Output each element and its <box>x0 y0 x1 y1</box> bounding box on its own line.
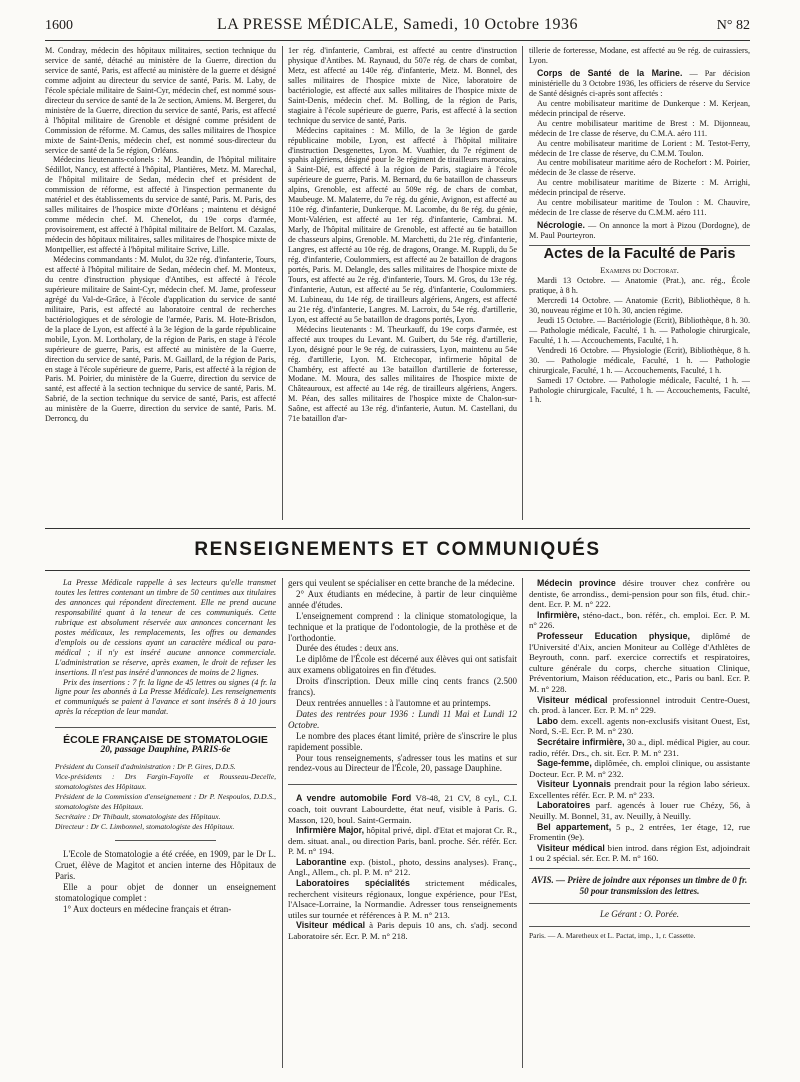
paragraph: Droits d'inscription. Deux mille cinq cents francs (2.500 francs). <box>288 676 517 698</box>
classified-ad: Visiteur médical bien introd. dans région Est, adjoindrait 1 ou 2 spécial. sér. Ecr. P. M. n° 160. <box>529 842 750 864</box>
exam-item: Samedi 17 Octobre. — Pathologie médicale, Faculté, 1 h. — Pathologie chirurgicale, Faculté, 1 h. — Accouchements, Faculté, 1 h. <box>529 375 750 405</box>
bottom-column-3 <box>529 578 750 1068</box>
paragraph: 2° Aux étudiants en médecine, à partir de leur cinquième année d'études. <box>288 588 517 610</box>
column-divider <box>282 578 283 1068</box>
bottom-column-2 <box>288 578 517 1068</box>
paragraph: Le nombre des places étant limité, prière de s'inscrire le plus rapidement possible. <box>288 730 517 752</box>
section-rule <box>45 570 750 571</box>
classified-ad: Visiteur Lyonnais prendrait pour la région labo sérieux. Excellentes référ. Ecr. P. M. n° 233. <box>529 779 750 800</box>
classified-ad: Laborantine exp. (bistol., photo, dessins analyses). Franç., Angl., Allem., ch. pl. P. M. n° 212. <box>288 856 517 878</box>
classified-ad: Secrétaire infirmière, 30 a., dipl. médical Pigier, au cour. radio, référ. Drs., ch. sit. Ecr. P. M. n° 231. <box>529 736 750 758</box>
paragraph: Durée des études : deux ans. <box>296 643 399 654</box>
column-divider <box>282 46 283 520</box>
paragraph: Le diplôme de l'École est décerné aux élèves qui ont satisfait aux examens obligatoires en fin d'études. <box>288 654 517 676</box>
classified-ad: Laboratoires parf. agencés à louer rue Chézy, 56, à Neuilly. M. Bonnel, 31, av. Neuilly, à Neuilly. <box>529 800 750 822</box>
gerant-line: Le Gérant : O. Porée. <box>600 909 679 920</box>
classified-ad: Bel appartement, 5 p., 2 entrées, 1er étage, 12, rue Fromentin (9e). <box>529 821 750 843</box>
ecole-address: 20, passage Dauphine, PARIS-6e <box>100 745 231 756</box>
classified-ad: Infirmière Major, hôpital privé, dipl. d'Etat et majorat Cr. R., dem. situat. anal., ou direction Paris, banl. proche. Sér. référ. Ecr. P. M. n° 194. <box>288 825 517 857</box>
paragraph: Médecins commandants : M. Mulot, du 32e rég. d'infanterie, Tours, est affecté à l'hôpital militaire de Sedan, médecin chef. M. Monteux, du centre d'instruction physique d'Antibes, est affecté à l'école supérieure militaire de Saint-Cyr, médecin chef. M. Jame, professeur agrégé du Val-de-Grâce, à l'école d'application du service de santé militaire, Paris, est affecté au laboratoire central de recherches bactériologiques et de sérologie de l'armée, Paris. M. Hote-Brisdon, de la place de Lyon, est affecté à la 3e légion de la garde républicaine mobile, Lyon. M. Lortholary, de la région de Paris, en stage à l'école supérieure de guerre, Paris, est affecté au ministère de la Guerre, direction du service de santé, Paris. M. Gaillard, de la région de Paris, en stage à l'école supérieure de guerre, Paris, est affecté à la région de Paris. M. Poirier, du ministère de la Guerre, direction du service de santé, est affecté à la section technique du service de santé, Paris. M. Sabrié, de la section technique du service de santé, Paris, est affecté au ministère de la Guerre, direction du service de santé, Paris. M. Derroncq, du <box>45 255 276 424</box>
classified-ad: Sage-femme, diplômée, ch. emploi clinique, ou assistante Docteur. Ecr. P. M. n° 232. <box>529 758 750 779</box>
classified-ad: Médecin province désire trouver chez confrère ou dentiste, 6e arrondiss., demi-pension pour son fils, étud. chir.-dent. Ecr. P. M. n° 222. <box>529 578 750 610</box>
page-header <box>45 14 750 38</box>
paragraph: Médecins capitaines : M. Millo, de la 3e légion de garde républicaine mobile, Lyon, est affecté à l'hôpital militaire d'instruction Desgenettes, Lyon. M. Vuathier, du 7e régiment de spahis algériens, désigné pour le 3e régiment de tirailleurs marocains, à Saint-Dié, est affecté à la région de Paris, stagiaire à l'école supérieure de guerre, Paris. M. Bernard, du 6e bataillon de chasseurs alpins, Grenoble, est affecté au 509e rég. de chars de combat, Maubeuge. M. Malaterre, du 7e rég. du génie, Avignon, est affecté au 110e rég. d'infanterie, Dunkerque. M. Lacombe, du 8e rég. du génie, Mont-Valérien, est affecté au 1er rég. d'infanterie, Cambrai. M. Marly, de l'hôpital militaire de Grenoble, est affecté au 6e bataillon de chasseurs alpins, Grenoble. M. Marchetti, du 21e rég. d'infanterie, Langres, est affecté au 10e rég. de dragons, Orange. M. Ruppli, du 5e rég. d'infanterie, Coulommiers, est affecté au 2e bataillon de dragons portés, Paris. M. Delangle, des salles militaires de l'hospice mixte de Tours, est affecté au 2e rég. d'infanterie, Tours. M. Gros, du 13e rég. d'infanterie, Autun, est affecté au 5e rég. d'infanterie, Coulommiers. M. Lubineau, du 14e rég. de tirailleurs algériens, Angers, est affecté au 21e rég. d'infanterie, Langres. M. Lacroix, du 54e rég. d'artillerie, Lyon, est affecté au 5e bataillon de dragons portés, Lyon. <box>288 125 517 324</box>
staff-line: Secrétaire : Dr Thibault, stomatologiste des Hôpitaux. <box>55 812 221 822</box>
marine-heading: Corps de Santé de la Marine. <box>537 67 683 78</box>
classified-ad: Infirmière, sténo-dact., bon. référ., ch. emploi. Ecr. P. M. n° 226. <box>529 609 750 631</box>
paragraph: Pour tous renseignements, s'adresser tous les matins et sur rendez-vous au Directeur de l'École, 20, passage Dauphine. <box>288 752 517 774</box>
necrologie-text: — On annonce la mort à Pizou (Dordogne), de M. Paul Pourteyron. <box>529 221 750 241</box>
top-column-2 <box>288 46 517 521</box>
staff-line: Directeur : Dr C. Limbonnel, stomatologiste des Hôpitaux. <box>55 821 235 831</box>
paragraph: gers qui veulent se spécialiser en cette branche de la médecine. <box>288 578 515 588</box>
paragraph: Dates des rentrées pour 1936 : Lundi 11 Mai et Lundi 12 Octobre. <box>288 708 517 730</box>
paragraph: Médecins lieutenants-colonels : M. Jeandin, de l'hôpital militaire Sédillot, Nancy, est affecté à l'hôpital, Plantières, Metz. M. Marechal, de l'hôpital militaire de Sedan, médecin chef et président de commission de réforme, est affecté à l'inspection permanente du matériel et des établissements du service de santé, Paris. M. Paris, des salles militaires de l'hospice mixte d'Orléans ; maintenu et désigné comme médecin chef. M. Chenelot, du 19e corps d'armée, provisoirement, est affecté à l'hôpital militaire de Belfort. M. Cazalas, médecin des hôpitaux militaires, salles militaires de l'hospice mixte de Montpellier, est affecté à l'hôpital militaire Scrive, Lille. <box>45 155 276 255</box>
divider <box>529 903 750 904</box>
exam-item: Mardi 13 Octobre. — Anatomie (Prat.), anc. rég., École pratique, à 8 h. <box>529 276 750 295</box>
column-divider <box>522 578 523 1068</box>
divider <box>288 784 517 785</box>
marine-text: — Par décision ministérielle du 3 Octobre 1936, les officiers de réserve du Service de Santé désignés ci-après sont affectés : <box>529 68 750 98</box>
classified-ad: Visiteur médical à Paris depuis 10 ans, ch. s'adj. second Laboratoire sér. Ecr. P. M. n° 218. <box>288 920 517 942</box>
classified-ad: Professeur Education physique, diplômé de l'Université d'Aix, ancien Moniteur au Collège d'Athlètes de Beyrouth, conn. parf. exercice correctifs et respiratoires, culture générale du corps, cherche situation Clinique, Préventorium, Maison rééducation, etc., Paris ou banl. Ecr. P. M. n° 228. <box>529 630 750 694</box>
header-rule <box>45 40 750 41</box>
divider <box>529 868 750 869</box>
exam-item: Mercredi 14 Octobre. — Anatomie (Ecrit), Bibliothèque, 8 h. 30, nouveau régime et 10 h. 30, ancien régime. <box>529 295 750 315</box>
column-divider <box>522 46 523 520</box>
marine-item: Au centre mobilisateur maritime de Bizerte : M. Arrighi, médecin principal de réserve. <box>529 178 750 198</box>
paragraph: 1° Aux docteurs en médecine français et étran- <box>63 903 232 914</box>
staff-line: Président du Conseil d'administration : Dr P. Gires, D.D.S. <box>55 762 236 772</box>
paragraph: Elle a pour objet de donner un enseignement stomatologique complet : <box>55 881 276 903</box>
exam-item: Vendredi 16 Octobre. — Physiologie (Ecrit), Bibliothèque, 8 h. 30. — Pathologie médicale, Faculté, 1 h. — Pathologie chirurgicale, Faculté, 1 h. — Accouchements, Faculté, 1 h. <box>529 345 750 375</box>
marine-item: Au centre mobilisateur maritime de Lorient : M. Testot-Ferry, médecin de 1re classe de réserve, du C.M.M. Toulon. <box>529 138 750 158</box>
marine-item: Au centre mobilisateur maritime de Dunkerque : M. Kerjean, médecin principal de réserve. <box>529 98 750 118</box>
paragraph: tillerie de forteresse, Modane, est affecté au 9e rég. de cuirassiers, Lyon. <box>529 46 750 65</box>
exam-heading: Examens du Doctorat. <box>600 266 679 276</box>
divider <box>115 840 216 841</box>
paragraph: L'enseignement comprend : la clinique stomatologique, la technique et la pratique de l'odontologie, de la prothèse et de l'orthodontie. <box>288 610 517 643</box>
paragraph: Médecins lieutenants : M. Theurkauff, du 19e corps d'armée, est affecté aux troupes du Levant. M. Guibert, du 54e rég. d'artillerie, Lyon, désigné pour le 9e rég. de cuirassiers, Lyon, maintenu au 54e rég. d'artillerie, Lyon. M. Etchecopar, infirmerie hôpital de Chambéry, est affecté au 13e bataillon d'artillerie de forteresse, Modane. M. Moura, des salles militaires de l'hospice mixte de Châteauroux, est affecté au 14e rég. de tirailleurs algériens, Angers. M. Péan, des salles militaires de l'hospice mixte de Chalon-sur-Saône, est affecté au 13e rég. d'infanterie, Autun. M. Castellani, du 71e bataillon d'ar- <box>288 324 517 424</box>
classified-ad: Laboratoires spécialités strictement médicales, recherchent visiteurs régionaux, longue expérience, pour l'Est, l'Alsace-Lorraine, la Normandie. Adresser tous renseignements utiles sur tournée et références à P. M. n° 213. <box>288 878 517 920</box>
page-number: 1600 <box>45 18 73 33</box>
divider <box>529 926 750 927</box>
necrologie-heading: Nécrologie. <box>537 220 585 231</box>
printer-line: Paris. — A. Maretheux et L. Pactat, imp., 1, r. Cassette. <box>529 930 696 940</box>
marine-item: Au centre mobilisateur maritime de Toulon : M. Chauvire, médecin de 1re classe de réserve du C.M.M. aéro 111. <box>529 198 750 218</box>
ecole-title: ÉCOLE FRANÇAISE DE STOMATOLOGIE <box>63 734 268 747</box>
top-column-3 <box>529 46 750 521</box>
avis-notice: AVIS. — Prière de joindre aux réponses un timbre de 0 fr. 50 pour transmission des lettres. <box>531 875 748 897</box>
marine-item: Au centre mobilisateur maritime de Brest : M. Dijonneau, médecin de 1re classe de réserve, du C.M.A. aéro 111. <box>529 118 750 138</box>
section-title: RENSEIGNEMENTS ET COMMUNIQUÉS <box>194 539 601 560</box>
actes-heading: Actes de la Faculté de Paris <box>543 246 736 263</box>
classified-ad: Visiteur médical professionnel introduit Centre-Ouest, ch. prod. à lancer. Ecr. P. M. n° 229. <box>529 694 750 716</box>
top-column-1 <box>45 46 276 521</box>
paragraph: M. Condray, médecin des hôpitaux militaires, section technique du service de santé, détaché au ministère de la Guerre, direction du service de santé, Paris, est affecté au ministère de la guerre et désigné comme adjoint au directeur du service de santé, Paris. M. Laby, de l'école spéciale militaire de Saint-Cyr, médecin chef, est nommé sous-directeur du service de santé de la 2e section, Amiens. M. Bergeret, du ministère de la Guerre, direction du service de santé, Paris, est affecté à l'hôpital militaire de Grenoble et désigné comme président de Commission de réforme. M. Camus, des salles militaires de l'hospice mixte de Saint-Denis, médecin chef, est nommé sous-directeur du service de santé de la 5e région, Orléans. <box>45 46 276 155</box>
paragraph: Deux rentrées annuelles : à l'automne et au printemps. <box>296 697 491 708</box>
bottom-column-1 <box>55 578 276 1068</box>
journal-title: LA PRESSE MÉDICALE, Samedi, 10 Octobre 1936 <box>216 16 579 33</box>
marine-item: Au centre mobilisateur maritime aéro de Rochefort : M. Poirier, médecin de 3e classe de réserve. <box>529 158 750 178</box>
prices-notice: Prix des insertions : 7 fr. la ligne de 45 lettres ou signes (4 fr. la ligne pour les abonnés à La Presse Médicale). Les renseignements et communiqués se paient à l'avance et sont insérés 8 à 10 jours après la réception de leur mandat. <box>55 677 276 717</box>
intro-notice: La Presse Médicale rappelle à ses lecteurs qu'elle transmet toutes les lettres contenant un timbre de 50 centimes aux titulaires des annonces qui répondent directement. Elle ne prend aucune responsabilité quant à la teneur de ces communiqués. Cette rubrique est absolument réservée aux annonces concernant les postes médicaux, les remplacements, les offres ou demandes d'emplois ou de cessions ayant un caractère médical ou para-médical ; il n'y est inséré aucune annonce commerciale. L'administration se réserve, après examen, le droit de refuser les insertions. Il n'est pas inséré d'annonces de moins de 2 lignes. <box>55 578 276 677</box>
classified-ad: Labo dem. excell. agents non-exclusifs visitant Ouest, Est, Nord, S.-E. Ecr. P. M. n° 230. <box>529 715 750 737</box>
section-rule <box>45 528 750 529</box>
divider <box>55 727 276 728</box>
paragraph: 1er rég. d'infanterie, Cambrai, est affecté au centre d'instruction physique d'Antibes. M. Raynaud, du 507e rég. de chars de combat, Metz, est affecté au 140e rég. d'infanterie, Metz. M. Bonnel, des salles militaires de l'hospice mixte de Nice, laboratoire de bactériologie, est affecté aux salles militaires de l'hospice mixte de Saint-Denis, médecin chef. M. Bolling, de la région de Paris, stagiaire à l'école supérieure de guerre, Paris, est affecté à la section technique du service de santé, Paris. <box>288 46 517 125</box>
classified-ad: A vendre automobile Ford V8-48, 21 CV, 8 cyl., C.I. coach, toit ouvrant Labourdette, état neuf, visible à Paris. G. Masson, 120, boul. Saint-Germain. <box>288 793 517 825</box>
paragraph: L'Ecole de Stomatologie a été créée, en 1909, par le Dr L. Cruet, élève de Magitot et ancien interne des Hôpitaux de Paris. <box>55 848 276 881</box>
staff-line: Président de la Commission d'enseignement : Dr P. Nespoulos, D.D.S., stomatologiste des Hôpitaux. <box>55 792 276 812</box>
exam-item: Jeudi 15 Octobre. — Bactériologie (Ecrit), Bibliothèque, 8 h. 30. — Pathologie médicale, Faculté, 1 h. — Pathologie chirurgicale, Faculté, 1 h. — Accouchements, Faculté, 1 h. <box>529 315 750 345</box>
issue-number: N° 82 <box>716 18 750 33</box>
staff-line: Vice-présidents : Drs Fargin-Fayolle et Rousseau-Decelle, stomatologistes des Hôpitaux. <box>55 772 276 792</box>
